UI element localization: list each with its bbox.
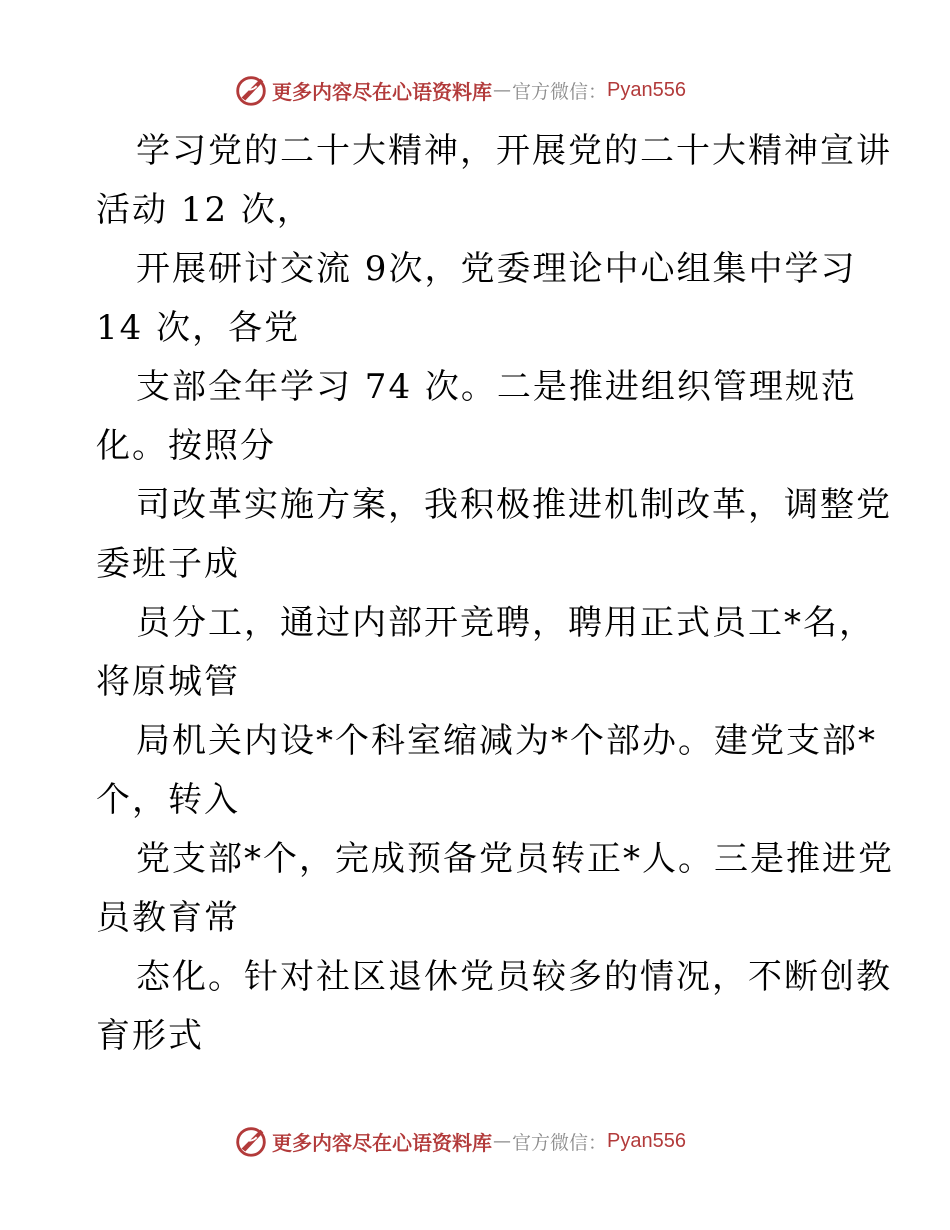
watermark-title: 更多内容尽在心语资料库 (272, 1130, 492, 1155)
quill-seal-logo-icon (232, 1122, 270, 1160)
text-line: 支部全年学习 74 次。二是推进组织管理规范 (136, 367, 857, 407)
text-line: 育形式 (96, 1016, 204, 1056)
text-line: 态化。针对社区退休党员较多的情况，不断创教 (136, 957, 892, 997)
watermark-wechat-id: Pyan556 (607, 78, 686, 101)
text-line: 个，转入 (96, 780, 240, 820)
quill-seal-logo-icon (232, 71, 270, 109)
text-line: 委班子成 (96, 544, 240, 584)
text-line: 员教育常 (96, 898, 240, 938)
text-line: 员分工，通过内部开竞聘，聘用正式员工*名， (136, 603, 875, 643)
footer-watermark (232, 1121, 686, 1161)
watermark-wechat-id: Pyan556 (607, 1129, 686, 1152)
text-line: 化。按照分 (96, 426, 276, 466)
text-line: 学习党的二十大精神，开展党的二十大精神宣讲 (136, 131, 892, 171)
text-line: 党支部*个，完成预备党员转正*人。三是推进党 (136, 839, 894, 879)
watermark-label: 官方微信： (512, 1131, 608, 1154)
document-body (96, 122, 894, 1066)
watermark-separator: — (493, 79, 511, 101)
watermark-separator: — (493, 1130, 511, 1152)
text-line: 开展研讨交流 9次，党委理论中心组集中学习 (136, 249, 857, 289)
text-line: 14 次，各党 (96, 308, 301, 348)
text-line: 活动 12 次， (96, 190, 313, 230)
watermark-label: 官方微信： (512, 80, 608, 103)
watermark-title: 更多内容尽在心语资料库 (272, 79, 492, 104)
header-watermark (232, 70, 686, 110)
text-line: 将原城管 (96, 662, 240, 702)
text-line: 司改革实施方案，我积极推进机制改革，调整党 (136, 485, 892, 525)
text-line: 局机关内设*个科室缩减为*个部办。建党支部* (136, 721, 877, 761)
